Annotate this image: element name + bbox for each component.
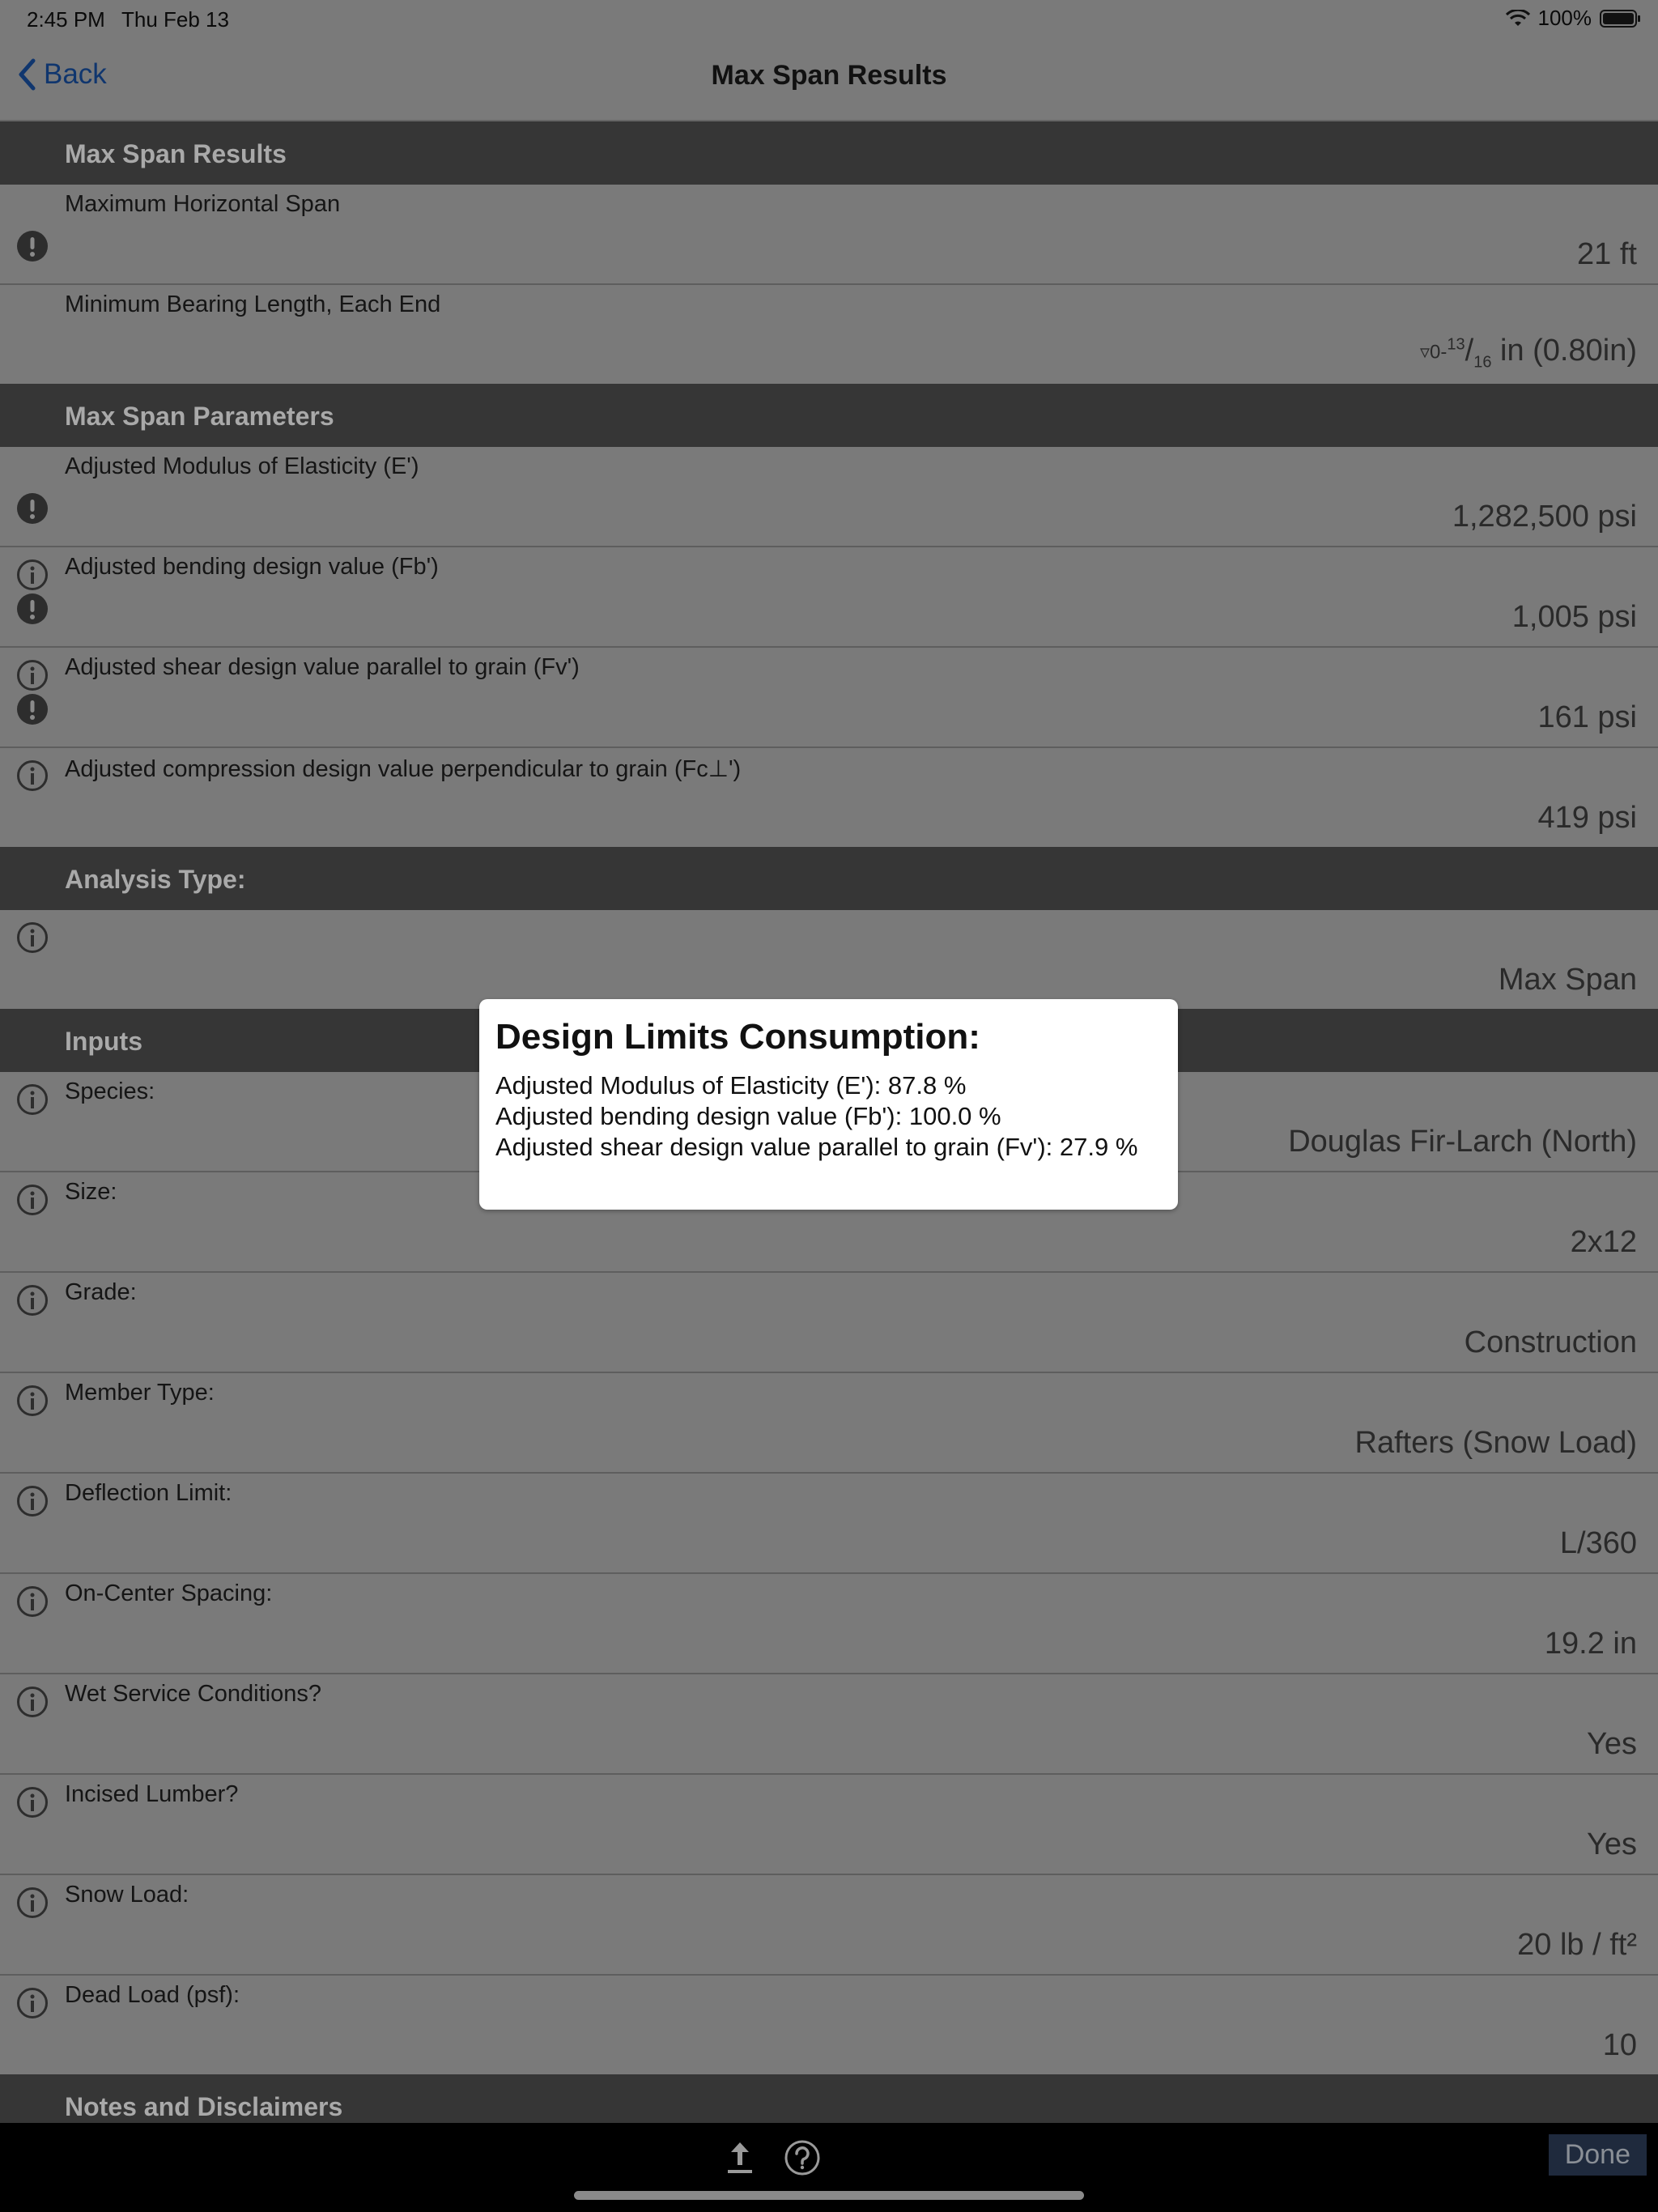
row-label: Maximum Horizontal Span bbox=[65, 191, 341, 217]
info-circle-icon[interactable] bbox=[16, 1485, 49, 1517]
info-circle-icon[interactable] bbox=[16, 1987, 49, 2019]
row-max-horizontal-span bbox=[0, 185, 1658, 285]
help-icon[interactable] bbox=[784, 2139, 821, 2176]
popup-line: Adjusted shear design value parallel to grain (Fv'): 27.9 % bbox=[495, 1133, 1138, 1161]
row-value: 2x12 bbox=[1570, 1225, 1637, 1259]
section-title: Analysis Type: bbox=[65, 865, 246, 894]
exclamation-circle-icon[interactable] bbox=[16, 693, 49, 725]
row-shear-design bbox=[0, 648, 1658, 748]
row-compression-design bbox=[0, 748, 1658, 847]
home-indicator[interactable] bbox=[574, 2191, 1084, 2200]
row-modulus-elasticity bbox=[0, 447, 1658, 547]
row-value: 1,005 psi bbox=[1511, 600, 1637, 634]
row-on-center-spacing bbox=[0, 1574, 1658, 1674]
row-value: 21 ft bbox=[1577, 237, 1637, 271]
row-deflection-limit bbox=[0, 1474, 1658, 1574]
popup-line: Adjusted Modulus of Elasticity (E'): 87.8 % bbox=[495, 1071, 967, 1100]
section-title: Inputs bbox=[65, 1027, 142, 1056]
exclamation-circle-icon[interactable] bbox=[16, 492, 49, 525]
row-label: Minimum Bearing Length, Each End bbox=[65, 291, 441, 317]
status-right bbox=[1506, 6, 1643, 31]
status-date: Thu Feb 13 bbox=[121, 7, 229, 32]
row-value: L/360 bbox=[1559, 1526, 1637, 1560]
fraction-separator: / bbox=[1465, 334, 1474, 368]
info-circle-icon[interactable] bbox=[16, 921, 49, 954]
fraction-denominator: 16 bbox=[1473, 354, 1492, 372]
battery-icon bbox=[1600, 9, 1642, 28]
battery-percent: 100% bbox=[1537, 6, 1592, 30]
value-prefix: ▿0- bbox=[1420, 341, 1448, 364]
status-bar bbox=[0, 0, 1658, 39]
row-wet-service bbox=[0, 1674, 1658, 1775]
section-title: Notes and Disclaimers bbox=[65, 2092, 343, 2121]
info-circle-icon[interactable] bbox=[16, 1585, 49, 1618]
section-header-results bbox=[0, 121, 1658, 185]
info-circle-icon[interactable] bbox=[16, 1887, 49, 1919]
row-value: 10 bbox=[1602, 2028, 1637, 2062]
row-value: 1,282,500 psi bbox=[1452, 500, 1637, 534]
page-title: Max Span Results bbox=[711, 60, 947, 91]
share-icon[interactable] bbox=[724, 2139, 756, 2176]
popup-title: Design Limits Consumption: bbox=[495, 1017, 980, 1057]
section-title: Max Span Results bbox=[65, 139, 287, 168]
row-value: Yes bbox=[1587, 1727, 1637, 1761]
fraction-numerator: 13 bbox=[1447, 335, 1465, 354]
done-button[interactable]: Done bbox=[1549, 2134, 1647, 2176]
row-value bbox=[1420, 334, 1637, 372]
popup-line: Adjusted bending design value (Fb'): 100.0 % bbox=[495, 1102, 1001, 1130]
row-value: Construction bbox=[1464, 1325, 1637, 1359]
row-label: Grade: bbox=[65, 1279, 137, 1305]
design-limits-popup[interactable] bbox=[479, 999, 1178, 1210]
info-circle-icon[interactable] bbox=[16, 1686, 49, 1718]
row-dead-load bbox=[0, 1976, 1658, 2074]
row-label: Adjusted Modulus of Elasticity (E') bbox=[65, 453, 419, 479]
row-analysis-type bbox=[0, 910, 1658, 1009]
wifi-icon bbox=[1506, 10, 1530, 28]
row-label: Adjusted bending design value (Fb') bbox=[65, 554, 439, 580]
info-circle-icon[interactable] bbox=[16, 1786, 49, 1819]
row-value: Yes bbox=[1587, 1827, 1637, 1861]
info-circle-icon[interactable] bbox=[16, 1284, 49, 1317]
exclamation-circle-icon[interactable] bbox=[16, 593, 49, 625]
status-time: 2:45 PM bbox=[27, 7, 105, 32]
back-label: Back bbox=[44, 58, 107, 90]
row-value: 19.2 in bbox=[1544, 1627, 1637, 1661]
row-label: Adjusted shear design value parallel to grain (Fv') bbox=[65, 654, 580, 680]
value-suffix: in (0.80in) bbox=[1491, 334, 1637, 368]
section-title: Max Span Parameters bbox=[65, 402, 334, 431]
row-value: 419 psi bbox=[1537, 801, 1637, 835]
row-label: Deflection Limit: bbox=[65, 1480, 232, 1506]
row-label: Species: bbox=[65, 1078, 155, 1104]
row-label: Size: bbox=[65, 1179, 117, 1205]
info-circle-icon[interactable] bbox=[16, 1385, 49, 1417]
row-snow-load bbox=[0, 1875, 1658, 1976]
info-circle-icon[interactable] bbox=[16, 1184, 49, 1216]
info-circle-icon[interactable] bbox=[16, 559, 49, 591]
info-circle-icon[interactable] bbox=[16, 759, 49, 792]
row-min-bearing-length bbox=[0, 285, 1658, 384]
row-label: On-Center Spacing: bbox=[65, 1580, 273, 1606]
section-header-parameters bbox=[0, 384, 1658, 447]
row-grade bbox=[0, 1273, 1658, 1373]
info-circle-icon[interactable] bbox=[16, 659, 49, 691]
info-circle-icon[interactable] bbox=[16, 1083, 49, 1116]
row-label: Wet Service Conditions? bbox=[65, 1681, 322, 1707]
row-incised-lumber bbox=[0, 1775, 1658, 1875]
row-member-type bbox=[0, 1373, 1658, 1474]
row-label: Snow Load: bbox=[65, 1882, 189, 1908]
row-label: Member Type: bbox=[65, 1380, 215, 1406]
row-value: 161 psi bbox=[1537, 700, 1637, 734]
section-header-analysis bbox=[0, 847, 1658, 910]
row-bending-design bbox=[0, 547, 1658, 648]
row-value: 20 lb / ft² bbox=[1517, 1928, 1637, 1962]
row-label: Incised Lumber? bbox=[65, 1781, 239, 1807]
exclamation-circle-icon[interactable] bbox=[16, 230, 49, 262]
popup-body bbox=[495, 1070, 1137, 1163]
row-label: Adjusted compression design value perpendicular to grain (Fc⊥') bbox=[65, 756, 742, 782]
navigation-bar bbox=[0, 39, 1658, 121]
row-value: Max Span bbox=[1498, 963, 1637, 997]
row-value: Douglas Fir-Larch (North) bbox=[1288, 1125, 1637, 1159]
row-label: Dead Load (psf): bbox=[65, 1982, 240, 2008]
row-value: Rafters (Snow Load) bbox=[1354, 1426, 1637, 1460]
